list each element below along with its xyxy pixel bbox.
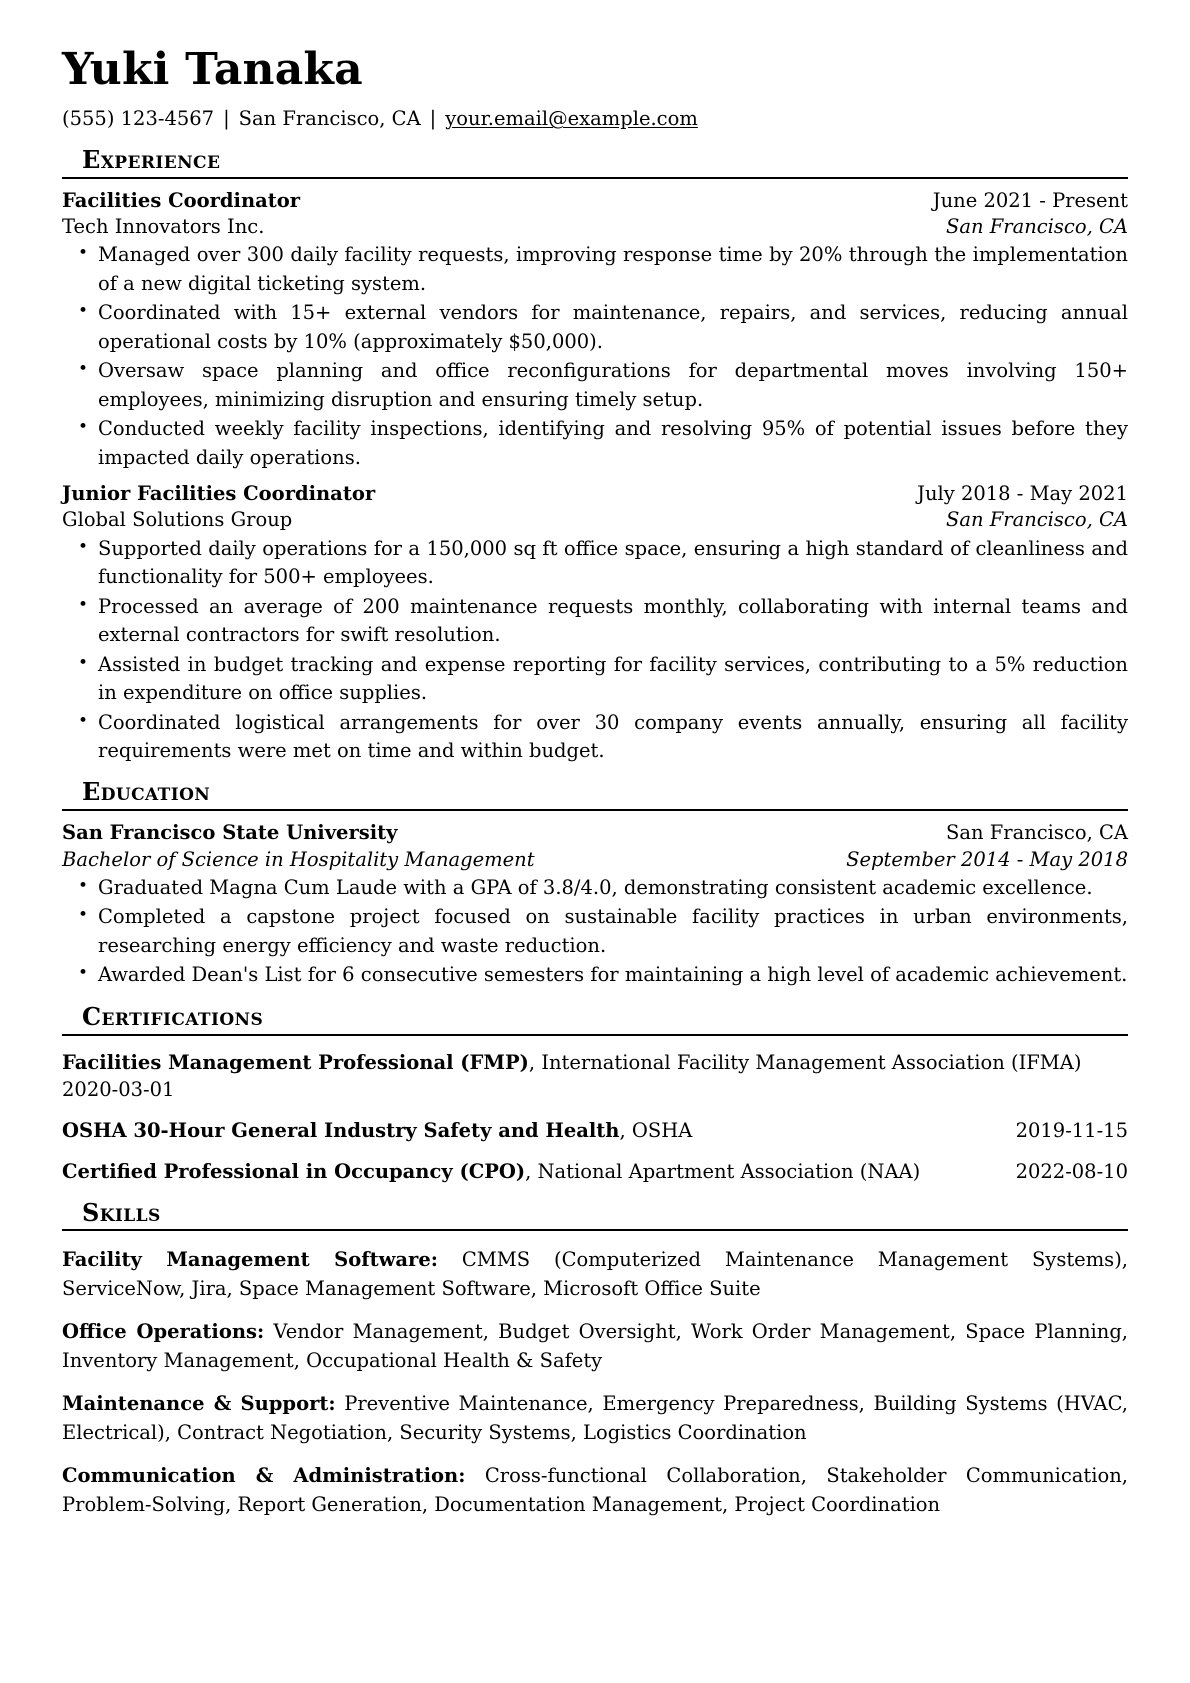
- contact-separator-2: |: [429, 107, 437, 131]
- section-heading-education: Education: [82, 777, 211, 807]
- education-entry-subheader: [62, 847, 1128, 872]
- certifications-section: [62, 1001, 1128, 1186]
- list-item: [62, 903, 1128, 960]
- bullet-text: Supported daily operations for a 150,000 sq ft office space, ensuring a high standard of cleanliness and functionality for 500+ employees.: [98, 536, 1128, 589]
- section-rule: [62, 1229, 1128, 1231]
- education-bullet-list: [62, 874, 1128, 990]
- phone-number: (555) 123-4567: [62, 107, 215, 131]
- certification-main: [62, 1117, 994, 1145]
- certification-date: 2019-11-15: [1015, 1119, 1128, 1143]
- list-item: [62, 874, 1128, 902]
- skill-items: Preventive Maintenance, Emergency Preparedness, Building Systems (HVAC, Electrical), Contract Negotiation, Security Systems, Logistics Coordination: [62, 1392, 1129, 1444]
- bullet-text: Managed over 300 daily facility requests, improving response time by 20% through the implementation of a new digital ticketing system.: [98, 243, 1128, 295]
- school-location: San Francisco, CA: [945, 821, 1128, 845]
- job-company: Tech Innovators Inc.: [62, 214, 265, 238]
- skill-category: Maintenance & Support:: [62, 1392, 336, 1416]
- experience-entry: [62, 188, 1128, 472]
- certification-name: Facilities Management Professional (FMP): [62, 1050, 529, 1074]
- section-heading-skills: Skills: [82, 1197, 161, 1227]
- list-item: [62, 357, 1128, 414]
- education-section: [62, 779, 1128, 989]
- list-item: [62, 651, 1128, 708]
- page-title: Yuki Tanaka: [62, 44, 363, 95]
- bullet-text: Graduated Magna Cum Laude with a GPA of 3.8/4.0, demonstrating consistent academic excellence.: [98, 876, 1093, 900]
- bullet-text: Coordinated logistical arrangements for over 30 company events annually, ensuring all facility requirements were met on time and within budget.: [98, 710, 1128, 762]
- certification-name: Certified Professional in Occupancy (CPO): [62, 1159, 526, 1183]
- experience-section: [62, 144, 1128, 766]
- skill-items: Vendor Management, Budget Oversight, Work Order Management, Space Planning, Inventory Management, Occupational Health & Safety: [62, 1320, 1128, 1372]
- skill-category: Office Operations:: [62, 1320, 265, 1344]
- certification-issuer: , International Facility Management Association (IFMA): [528, 1050, 1082, 1074]
- certification-name: OSHA 30-Hour General Industry Safety and Health: [62, 1119, 620, 1143]
- email-link[interactable]: your.email@example.com: [445, 107, 698, 131]
- job-title: Junior Facilities Coordinator: [62, 482, 376, 506]
- job-date: June 2021 - Present: [932, 188, 1128, 212]
- job-title: Facilities Coordinator: [62, 188, 301, 212]
- experience-entry: [62, 481, 1128, 765]
- section-heading-experience: Experience: [82, 144, 221, 174]
- certification-entry: [62, 1158, 1128, 1186]
- school-name: San Francisco State University: [62, 821, 398, 845]
- list-item: [62, 241, 1128, 298]
- list-item: [62, 299, 1128, 356]
- education-entry: [62, 820, 1128, 990]
- experience-entry-header: [62, 188, 1128, 213]
- experience-entry-subheader: [62, 214, 1128, 239]
- list-item: [62, 593, 1128, 650]
- bullet-text: Oversaw space planning and office reconfigurations for departmental moves involving 150+ employees, minimizing disruption and ensuring timely setup.: [98, 359, 1128, 411]
- list-item: [62, 709, 1128, 766]
- skill-group: [62, 1390, 1128, 1447]
- bullet-text: Processed an average of 200 maintenance requests monthly, collaborating with internal teams and external contractors for swift resolution.: [98, 594, 1128, 647]
- contact-separator-1: |: [223, 107, 230, 131]
- section-rule: [62, 177, 1128, 179]
- skill-category: Facility Management Software:: [62, 1248, 438, 1272]
- certification-issuer: , National Apartment Association (NAA): [525, 1159, 921, 1183]
- bullet-text: Conducted weekly facility inspections, identifying and resolving 95% of potential issues before they impacted daily operations.: [98, 417, 1128, 469]
- list-item: [62, 415, 1128, 472]
- job-location: San Francisco, CA: [945, 214, 1128, 238]
- skill-items: Cross-functional Collaboration, Stakeholder Communication, Problem-Solving, Report Generation, Documentation Management, Project Coordination: [62, 1464, 1128, 1516]
- experience-entry-subheader: [62, 507, 1128, 532]
- section-heading-certifications: Certifications: [82, 1001, 264, 1031]
- certification-entry: [62, 1117, 1128, 1145]
- skill-items: CMMS (Computerized Maintenance Management Systems), ServiceNow, Jira, Space Management Software, Microsoft Office Suite: [62, 1248, 1129, 1300]
- contact-line: [62, 106, 1128, 132]
- skill-group: [62, 1462, 1128, 1519]
- degree-date: September 2014 - May 2018: [846, 847, 1128, 871]
- bullet-text: Assisted in budget tracking and expense reporting for facility services, contributing to a 5% reduction in expenditure on office supplies.: [98, 652, 1128, 705]
- certification-entry: [62, 1049, 1128, 1104]
- bullet-text: Coordinated with 15+ external vendors for maintenance, repairs, and services, reducing annual operational costs by 10% (approximately $50,000).: [98, 301, 1128, 353]
- bullet-text: Awarded Dean's List for 6 consecutive semesters for maintaining a high level of academic achievement.: [98, 963, 1128, 987]
- degree-name: Bachelor of Science in Hospitality Management: [62, 847, 535, 871]
- experience-entry-header: [62, 481, 1128, 506]
- skills-section: [62, 1197, 1129, 1520]
- certification-main: [62, 1158, 994, 1186]
- contact-location: San Francisco, CA: [238, 107, 421, 131]
- bullet-text: Completed a capstone project focused on sustainable facility practices in urban environments, researching energy efficiency and waste reduction.: [98, 905, 1128, 957]
- certification-date: 2022-08-10: [1015, 1159, 1128, 1183]
- section-rule: [62, 1034, 1128, 1036]
- job-company: Global Solutions Group: [62, 508, 293, 532]
- skill-group: [62, 1318, 1128, 1375]
- list-item: [62, 961, 1128, 989]
- certification-issuer: , OSHA: [619, 1119, 693, 1143]
- list-item: [62, 535, 1128, 592]
- job-bullet-list: [62, 535, 1128, 766]
- skill-group: [62, 1246, 1128, 1303]
- certification-main: [62, 1051, 1081, 1074]
- section-rule: [62, 809, 1128, 811]
- skill-category: Communication & Administration:: [62, 1464, 466, 1488]
- certification-date: 2020-03-01: [62, 1078, 175, 1102]
- job-date: July 2018 - May 2021: [917, 482, 1128, 506]
- education-entry-header: [62, 820, 1128, 845]
- job-location: San Francisco, CA: [945, 508, 1128, 532]
- job-bullet-list: [62, 241, 1128, 472]
